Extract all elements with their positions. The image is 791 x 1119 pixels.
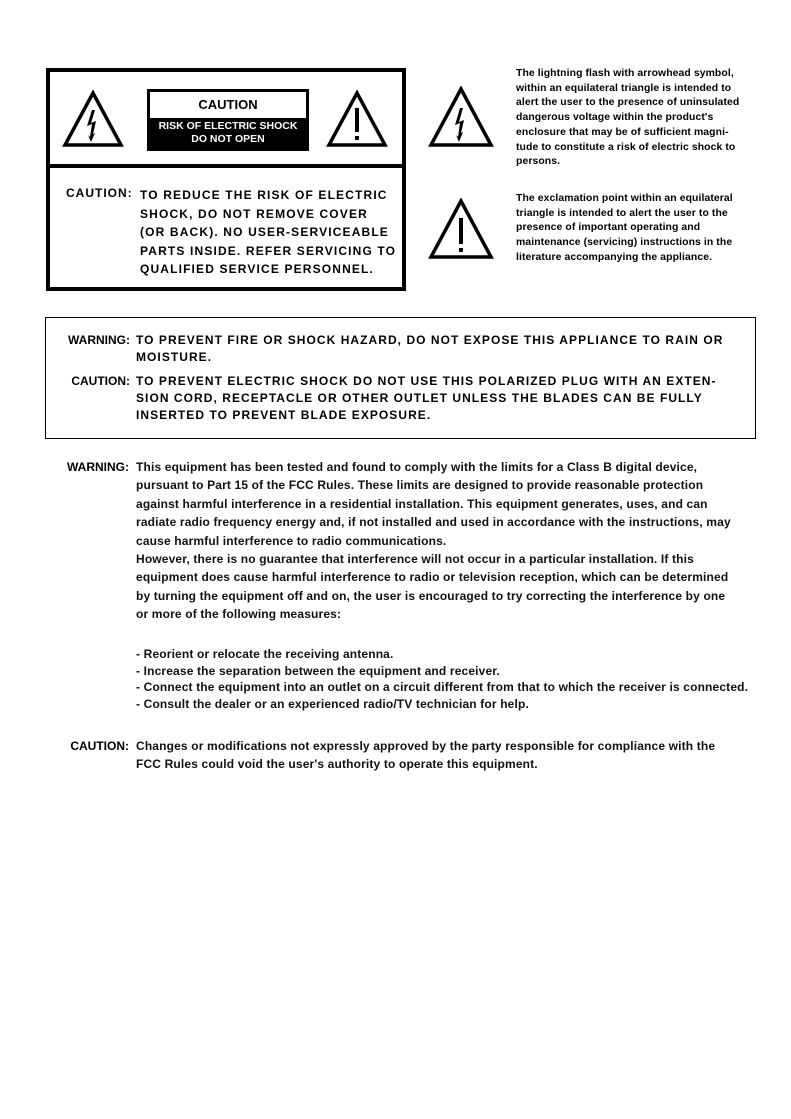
caution-label-line-1: RISK OF ELECTRIC SHOCK [158, 120, 298, 132]
warning-line: TO PREVENT FIRE OR SHOCK HAZARD, DO NOT EXPOSE THIS APPLIANCE TO RAIN OR [136, 333, 724, 347]
caution-box-line: TO REDUCE THE RISK OF ELECTRIC [140, 188, 388, 202]
fcc-warning-label: WARNING: [67, 460, 129, 474]
explanation-line: tude to constitute a risk of electric shock to [516, 141, 736, 153]
explanation-line: alert the user to the presence of uninsulated [516, 97, 740, 109]
explanation-line: The lightning flash with arrowhead symbol, [516, 68, 734, 79]
list-item: - Increase the separation between the equipment and receiver. [136, 663, 500, 678]
explanation-line: within an equilateral triangle is intended to [516, 82, 732, 94]
fcc-line: radiate radio frequency energy and, if not installed and used in accordance with the instructions, may [136, 515, 731, 530]
fcc-line: However, there is no guarantee that interference will not occur in a particular installation. If this [136, 552, 694, 567]
fcc-line: This equipment has been tested and found to comply with the limits for a Class B digital device, [136, 460, 698, 474]
explanation-line: literature accompanying the appliance. [516, 251, 713, 263]
lightning-explanation [516, 67, 766, 170]
explanation-line: maintenance (servicing) instructions in the [516, 237, 733, 249]
caution-box-line: (OR BACK). NO USER-SERVICEABLE [140, 225, 389, 239]
caution-plug-line: SION CORD, RECEPTACLE OR OTHER OUTLET UNLESS THE BLADES CAN BE FULLY [136, 391, 703, 405]
fcc-measures-list [136, 646, 748, 712]
lightning-triangle-icon [62, 90, 124, 148]
lightning-triangle-icon [428, 86, 494, 148]
modifications-caution-text [136, 737, 771, 774]
list-item: - Consult the dealer or an experienced radio/TV technician for help. [136, 696, 529, 711]
warning-text [136, 332, 751, 366]
explanation-line: triangle is intended to alert the user to the [516, 207, 728, 219]
caution-box-label: CAUTION: [66, 186, 133, 200]
caution-label-line-2: DO NOT OPEN [191, 133, 265, 145]
exclamation-explanation [516, 192, 766, 266]
caution-box-text [140, 186, 400, 279]
caution-plug-label: CAUTION: [71, 374, 130, 388]
fcc-line: against harmful interference in a residential installation. This equipment generates, uses, and can [136, 496, 708, 511]
caution-box-line: PARTS INSIDE. REFER SERVICING TO [140, 243, 397, 258]
caution-label-bar [150, 118, 306, 148]
caution-plug-line: INSERTED TO PREVENT BLADE EXPOSURE. [136, 408, 432, 422]
caution-label [147, 89, 309, 151]
warning-label: WARNING: [68, 333, 130, 347]
explanation-line: dangerous voltage within the product's [516, 112, 714, 124]
explanation-line: enclosure that may be of sufficient magni- [516, 126, 729, 138]
caution-plug-text [136, 373, 751, 424]
exclamation-triangle-icon [428, 198, 494, 260]
fcc-warning-text [136, 458, 771, 624]
caution-label-title: CAUTION [198, 97, 258, 112]
caution-box-line: SHOCK, DO NOT REMOVE COVER [140, 206, 368, 221]
modifications-line: FCC Rules could void the user's authority to operate this equipment. [136, 757, 538, 772]
list-item: - Reorient or relocate the receiving antenna. [136, 647, 394, 661]
fcc-line: equipment does cause harmful interference to radio or television reception, which can be determined [136, 570, 729, 585]
fcc-line: cause harmful interference to radio communications. [136, 533, 447, 548]
list-item: - Connect the equipment into an outlet on a circuit different from that to which the receiver is connected. [136, 680, 749, 694]
caution-box-line: QUALIFIED SERVICE PERSONNEL. [140, 262, 375, 276]
explanation-line: presence of important operating and [516, 222, 701, 234]
explanation-line: The exclamation point within an equilateral [516, 193, 733, 204]
fcc-line: pursuant to Part 15 of the FCC Rules. These limits are designed to provide reasonable protection [136, 478, 704, 493]
fcc-line: or more of the following measures: [136, 607, 342, 622]
caution-plug-line: TO PREVENT ELECTRIC SHOCK DO NOT USE THIS POLARIZED PLUG WITH AN EXTEN- [136, 374, 717, 388]
caution-box [46, 68, 406, 291]
exclamation-triangle-icon [326, 90, 388, 148]
fcc-line: by turning the equipment off and on, the user is encouraged to try correcting the interference by one [136, 588, 726, 603]
modifications-line: Changes or modifications not expressly approved by the party responsible for compliance with the [136, 739, 716, 753]
warning-line: MOISTURE. [136, 350, 213, 364]
explanation-line: persons. [516, 156, 561, 168]
caution-label-panel [50, 72, 402, 168]
modifications-caution-label: CAUTION: [70, 739, 129, 753]
warning-box [45, 317, 756, 439]
